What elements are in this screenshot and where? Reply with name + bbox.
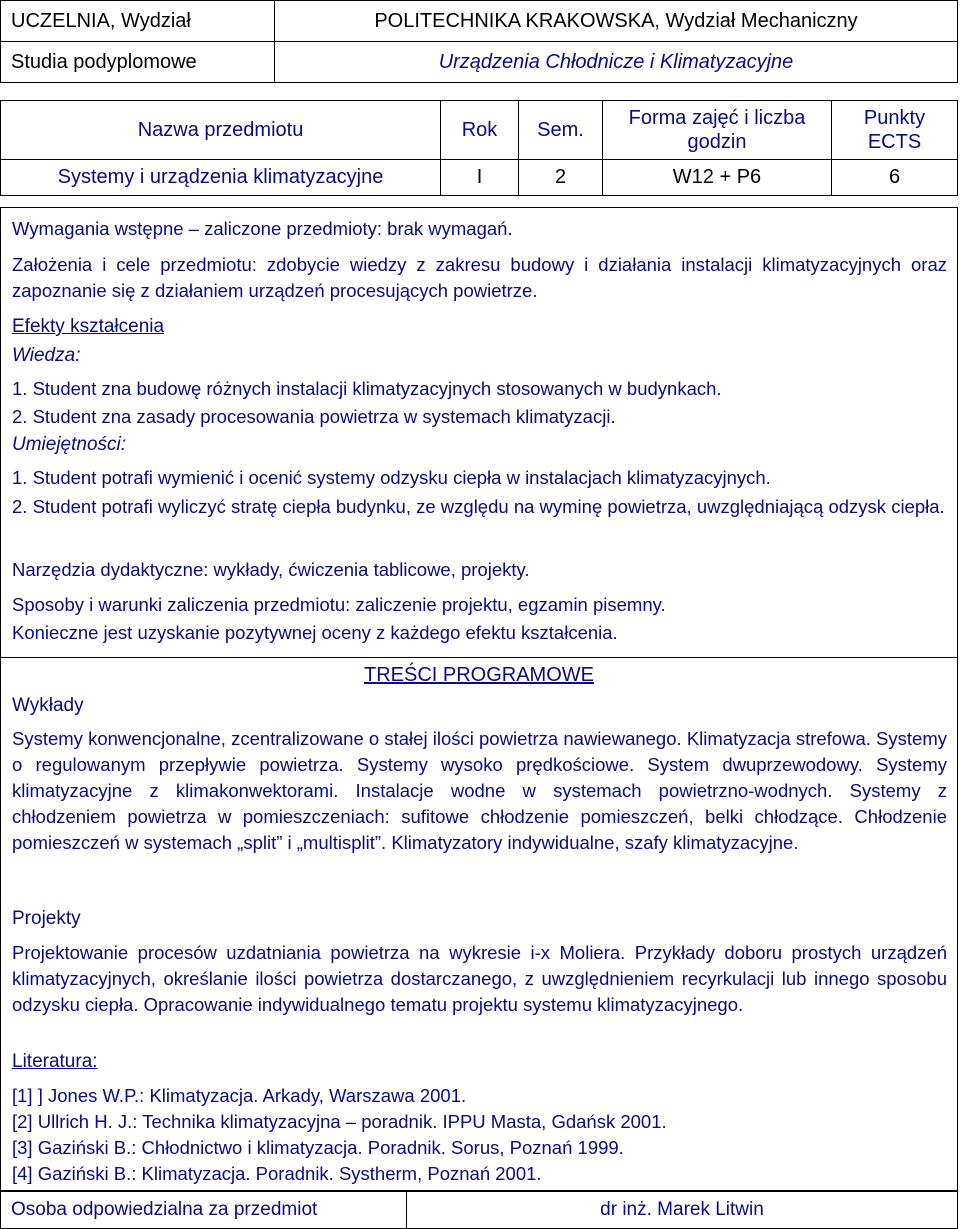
goals xyxy=(12,252,947,304)
footer-table xyxy=(0,1191,958,1229)
header-table xyxy=(0,0,958,83)
projects-heading: Projekty xyxy=(12,908,81,929)
skills-item-1: 1. Student potrafi wymienić i ocenić systemy odzysku ciepła w instalacjach klimatyzacyjnych. xyxy=(12,467,771,488)
cell-year: I xyxy=(441,160,519,196)
knowledge-item-2: 2. Student zna zasady procesowania powietrza w systemach klimatyzacji. xyxy=(12,406,616,427)
header-value-studies: Urządzenia Chłodnicze i Klimatyzacyjne xyxy=(275,42,958,83)
col-header-ects-line2: ECTS xyxy=(867,131,922,153)
col-header-sem: Sem. xyxy=(519,101,603,160)
col-header-year: Rok xyxy=(441,101,519,160)
literature-item-3: [3] Gaziński B.: Chłodnictwo i klimatyzacja. Poradnik. Sorus, Poznań 1999. xyxy=(12,1137,624,1158)
goals-value: zdobycie wiedzy z zakresu budowy i działania instalacji klimatyzacyjnych oraz zapoznanie się z działaniem urządzeń procesujących powietrze. xyxy=(12,254,947,301)
footer-label: Osoba odpowiedzialna za przedmiot xyxy=(1,1192,407,1229)
tools-value: wykłady, ćwiczenia tablicowe, projekty. xyxy=(208,559,530,580)
cell-name: Systemy i urządzenia klimatyzacyjne xyxy=(1,160,441,196)
assessment-label: Sposoby i warunki zaliczenia przedmiotu: xyxy=(12,594,351,615)
tools xyxy=(12,559,530,581)
col-header-form xyxy=(603,101,832,160)
assessment-line2: Konieczne jest uzyskanie pozytywnej oceny z każdego efektu kształcenia. xyxy=(12,622,618,643)
header-label-studies: Studia podyplomowe xyxy=(1,42,275,83)
knowledge-item-1: 1. Student zna budowę różnych instalacji klimatyzacyjnych stosowanych w budynkach. xyxy=(12,378,722,399)
cell-sem: 2 xyxy=(519,160,603,196)
prereq-label: Wymagania wstępne – zaliczone przedmioty: xyxy=(12,218,383,239)
assessment-value: zaliczenie projektu, egzamin pisemny. xyxy=(350,594,666,615)
col-header-name: Nazwa przedmiotu xyxy=(1,101,441,160)
cell-ects: 6 xyxy=(832,160,958,196)
skills-heading: Umiejętności: xyxy=(12,434,127,455)
prereq-value: brak wymagań. xyxy=(382,218,513,239)
lectures-text: Systemy konwencjonalne, zcentralizowane o stałej ilości powietrza nawiewanego. Klimatyzacja strefowa. Systemy o regulowanym przepływie powietrza. Systemy wysoko prędkościowe. System dwuprzewodowy. Systemy klimatyzacyjne z klimakonwektorami. Instalacje wodne w systemach powietrzno-wodnych. Systemy z chłodzeniem powietrza w pomieszczeniach: sufitowe chłodzenie pomieszczeń, belki chłodzące. Chłodzenie pomieszczeń w systemach „split” i „multisplit”. Klimatyzatory indywidualne, szafy klimatyzacyjne. xyxy=(12,728,947,853)
tools-label: Narzędzia dydaktyczne: xyxy=(12,559,209,580)
knowledge-heading: Wiedza: xyxy=(12,345,81,366)
literature-item-1: [1] ] Jones W.P.: Klimatyzacja. Arkady, Warszawa 2001. xyxy=(12,1085,467,1106)
projects-text: Projektowanie procesów uzdatniania powietrza na wykresie i-x Moliera. Przykłady doboru prostych urządzeń klimatyzacyjnych, określanie ilości powietrza dostarczanego, z uwzględnieniem recyrkulacji lub innego sposobu odzysku ciepła. Opracowanie indywidualnego tematu projektu systemu klimatyzacyjnego. xyxy=(12,942,947,1015)
skills-item-2: 2. Student potrafi wyliczyć stratę ciepła budynku, ze względu na wyminę powietrza, uwzględniającą odzysk ciepła. xyxy=(12,496,945,517)
assessment xyxy=(12,594,666,616)
col-header-form-line1: Forma zajęć i liczba xyxy=(628,107,806,129)
goals-label: Założenia i cele przedmiotu: xyxy=(12,254,257,275)
literature-item-2: [2] Ullrich H. J.: Technika klimatyzacyjna – poradnik. IPPU Masta, Gdańsk 2001. xyxy=(12,1111,667,1132)
col-header-ects-line1: Punkty xyxy=(863,107,926,129)
header-label-university: UCZELNIA, Wydział xyxy=(1,1,275,42)
outcomes-heading: Efekty kształcenia xyxy=(12,316,165,337)
col-header-ects xyxy=(832,101,958,160)
literature-heading: Literatura: xyxy=(12,1051,98,1072)
footer-value: dr inż. Marek Litwin xyxy=(407,1192,958,1229)
prereq xyxy=(12,218,513,240)
col-header-form-line2: godzin xyxy=(687,131,747,153)
lectures-heading: Wykłady xyxy=(12,695,84,716)
subject-table xyxy=(0,100,958,196)
program-title: TREŚCI PROGRAMOWE xyxy=(363,664,594,686)
cell-form: W12 + P6 xyxy=(603,160,832,196)
header-value-university: POLITECHNIKA KRAKOWSKA, Wydział Mechaniczny xyxy=(275,1,958,42)
literature-item-4: [4] Gaziński B.: Klimatyzacja. Poradnik. Systherm, Poznań 2001. xyxy=(12,1163,542,1184)
